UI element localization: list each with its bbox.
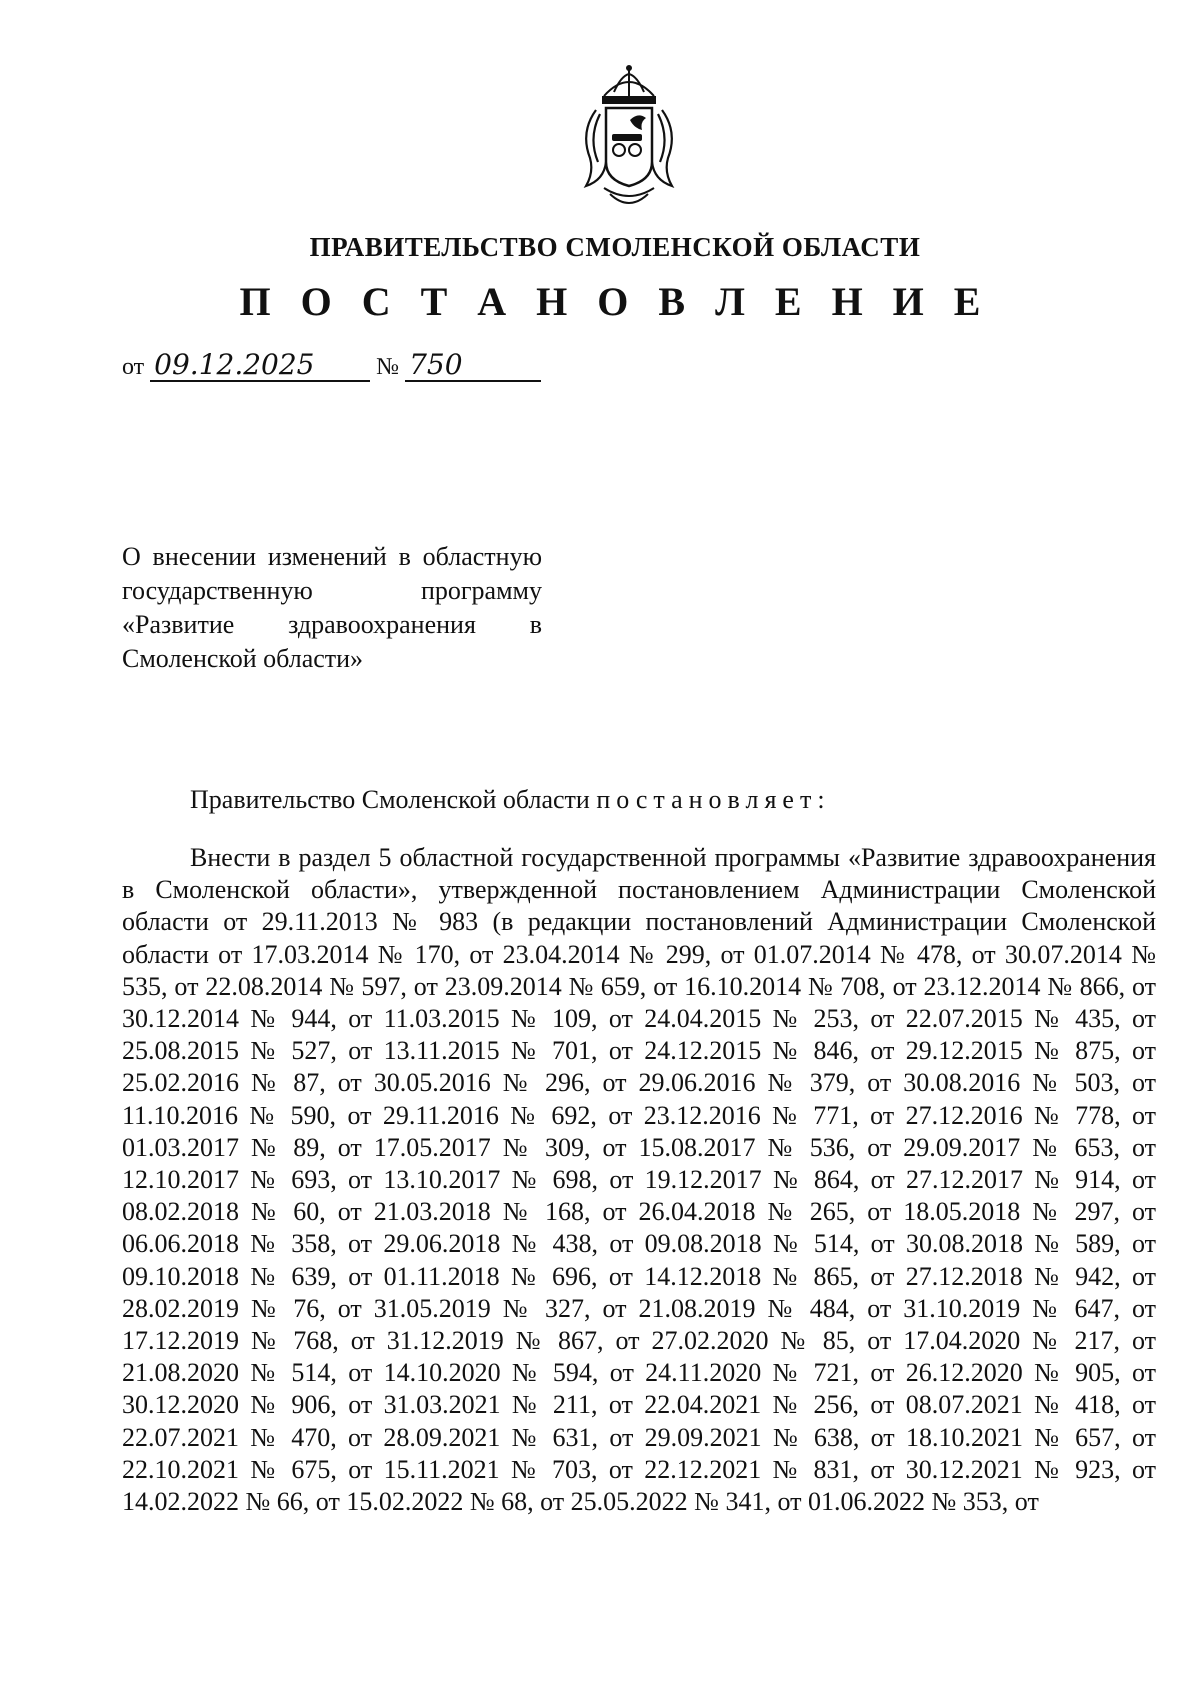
preamble bbox=[190, 785, 831, 815]
decree-number: 750 bbox=[405, 350, 541, 382]
decree-subject: О внесении изменений в областную государственную программу «Развитие здравоохранения в Смоленской области» bbox=[122, 542, 542, 673]
smolensk-coat-of-arms-icon bbox=[574, 62, 684, 212]
preamble-lead: Правительство Смоленской области bbox=[190, 785, 597, 814]
decree-date: 09.12.2025 bbox=[150, 350, 370, 382]
number-prefix: № bbox=[376, 354, 400, 380]
preamble-verb: постановляет: bbox=[596, 785, 831, 814]
decree-body-paragraph: Внести в раздел 5 областной государственной программы «Развитие здравоохранения в Смоленской области», утвержденной постановлением Администрации Смоленской области от 29.11.2013 № 983 (в редакции постановлений Администрации Смоленской области от 17.03.2014 № 170, от 23.04.2014 № 299, от 01.07.2014 № 478, от 30.07.2014 № 535, от 22.08.2014 № 597, от 23.09.2014 № 659, от 16.10.2014 № 708, от 23.12.2014 № 866, от 30.12.2014 № 944, от 11.03.2015 № 109, от 24.04.2015 № 253, от 22.07.2015 № 435, от 25.08.2015 № 527, от 13.11.2015 № 701, от 24.12.2015 № 846, от 29.12.2015 № 875, от 25.02.2016 № 87, от 30.05.2016 № 296, от 29.06.2016 № 379, от 30.08.2016 № 503, от 11.10.2016 № 590, от 29.11.2016 № 692, от 23.12.2016 № 771, от 27.12.2016 № 778, от 01.03.2017 № 89, от 17.05.2017 № 309, от 15.08.2017 № 536, от 29.09.2017 № 653, от 12.10.2017 № 693, от 13.10.2017 № 698, от 19.12.2017 № 864, от 27.12.2017 № 914, от 08.02.2018 № 60, от 21.03.2018 № 168, от 26.04.2018 № 265, от 18.05.2018 № 297, от 06.06.2018 № 358, от 29.06.2018 № 438, от 09.08.2018 № 514, от 30.08.2018 № 589, от 09.10.2018 № 639, от 01.11.2018 № 696, от 14.12.2018 № 865, от 27.12.2018 № 942, от 28.02.2019 № 76, от 31.05.2019 № 327, от 21.08.2019 № 484, от 31.10.2019 № 647, от 17.12.2019 № 768, от 31.12.2019 № 867, от 27.02.2020 № 85, от 17.04.2020 № 217, от 21.08.2020 № 514, от 14.10.2020 № 594, от 24.11.2020 № 721, от 26.12.2020 № 905, от 30.12.2020 № 906, от 31.03.2021 № 211, от 22.04.2021 № 256, от 08.07.2021 № 418, от 22.07.2021 № 470, от 28.09.2021 № 631, от 29.09.2021 № 638, от 18.10.2021 № 657, от 22.10.2021 № 675, от 15.11.2021 № 703, от 22.12.2021 № 831, от 30.12.2021 № 923, от 14.02.2022 № 66, от 15.02.2022 № 68, от 25.05.2022 № 341, от 01.06.2022 № 353, от bbox=[122, 843, 1156, 1517]
decree-date-number-line bbox=[122, 350, 541, 382]
government-name: ПРАВИТЕЛЬСТВО СМОЛЕНСКОЙ ОБЛАСТИ bbox=[309, 232, 921, 262]
date-prefix: от bbox=[122, 354, 145, 380]
document-type-title: П О С Т А Н О В Л Е Н И Е bbox=[239, 279, 991, 324]
